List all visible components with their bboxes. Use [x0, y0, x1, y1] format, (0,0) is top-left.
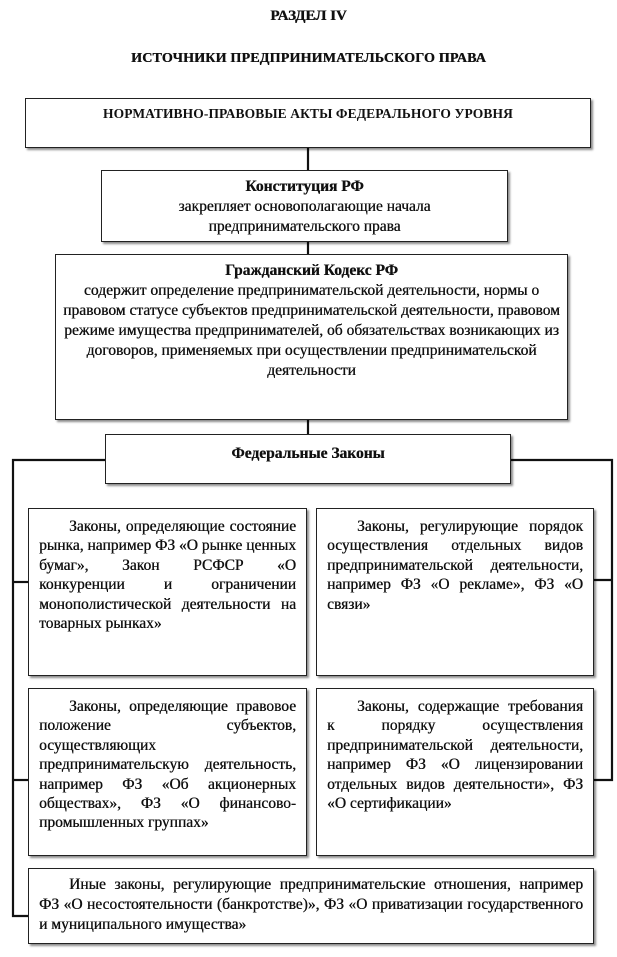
constitution-body: закрепляет основополагающие начала предпринимательского права [178, 198, 431, 235]
requirements-laws-box: Законы, содержащие требования к порядку осуществления предпринимательской деятельности, например ФЗ «О лицензировании отдельных видов деятельности», ФЗ «О сертификации» [316, 688, 594, 856]
section-heading: РАЗДЕЛ IV [270, 8, 347, 24]
civil-code-heading: Гражданский Кодекс РФ [225, 262, 398, 279]
civil-code-body: содержит определение предпринимательской деятельности, нормы о правовом статусе субъектов предпринимательской деятельности, правовом режиме имущества предпринимателей, об обязательствах возникающих из договоров, применяемых при осуществлении предпринимательской деятельности [63, 282, 560, 379]
activity-order-laws-box: Законы, регулирующие порядок осуществления отдельных видов предпринимательской деятельности, например ФЗ «О рекламе», ФЗ «О связи» [316, 508, 594, 676]
federal-laws-box: Федеральные Законы [105, 434, 511, 484]
page-title: ИСТОЧНИКИ ПРЕДПРИНИМАТЕЛЬСКОГО ПРАВА [130, 51, 486, 66]
federal-acts-box: НОРМАТИВНО-ПРАВОВЫЕ АКТЫ ФЕДЕРАЛЬНОГО УРОВНЯ [25, 98, 591, 148]
other-laws-box: Иные законы, регулирующие предпринимательские отношения, например ФЗ «О несостоятельности (банкротстве)», ФЗ «О приватизации государственного и муниципального имущества» [28, 868, 594, 944]
civil-code-box [55, 254, 568, 420]
subjects-status-laws-box: Законы, определяющие правовое положение субъектов, осуществляющих предпринимательскую деятельность, например ФЗ «Об акционерных обществах», ФЗ «О финансово-промышленных группах» [28, 688, 307, 856]
constitution-heading: Конституция РФ [245, 178, 364, 195]
market-laws-box: Законы, определяющие состояние рынка, например ФЗ «О рынке ценных бумаг», Закон РСФСР «О конкуренции и ограничении монополистической деятельности на товарных рынках» [28, 508, 307, 676]
constitution-box [101, 170, 508, 242]
